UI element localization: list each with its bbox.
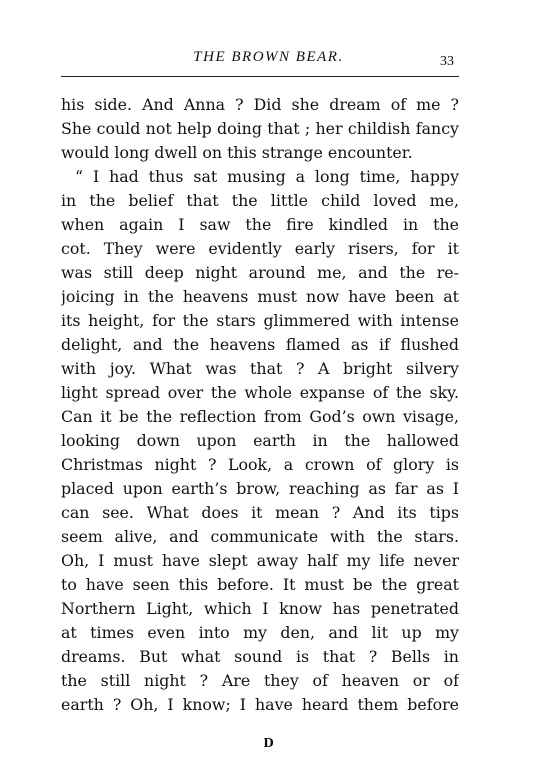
text-line: looking down upon earth in the hallowed — [61, 431, 459, 450]
text-line: with joy. What was that ? A bright silvery — [61, 359, 459, 378]
text-line: seem alive, and communicate with the stars. — [61, 527, 459, 546]
text-line: earth ? Oh, I know; I have heard them before — [61, 695, 459, 714]
text-line: joicing in the heavens must now have been at — [61, 287, 459, 306]
text-line: dreams. But what sound is that ? Bells in — [61, 647, 459, 666]
signature-mark: D — [263, 736, 274, 750]
text-line: Oh, I must have slept away half my life never — [61, 551, 459, 570]
text-line: Christmas night ? Look, a crown of glory is — [61, 455, 459, 474]
header-rule — [61, 76, 459, 77]
text-line: in the belief that the little child loved me, — [61, 191, 459, 210]
text-line: at times even into my den, and lit up my — [61, 623, 459, 642]
text-line: the still night ? Are they of heaven or of — [61, 671, 459, 690]
text-line: placed upon earth’s brow, reaching as far as I — [61, 479, 459, 498]
text-line: “ I had thus sat musing a long time, happy — [75, 167, 459, 186]
text-line: when again I saw the fire kindled in the — [61, 215, 459, 234]
text-line: Can it be the reflection from God’s own visage, — [61, 407, 459, 426]
text-line: She could not help doing that ; her childish fancy — [61, 119, 459, 138]
text-line: can see. What does it mean ? And its tips — [61, 503, 459, 522]
text-line: his side. And Anna ? Did she dream of me ? — [61, 95, 459, 114]
text-line: to have seen this before. It must be the great — [61, 575, 459, 594]
text-line: its height, for the stars glimmered with intense — [61, 311, 459, 330]
text-line: delight, and the heavens flamed as if flushed — [61, 335, 459, 354]
text-line: would long dwell on this strange encounter. — [61, 143, 413, 162]
body-text — [61, 93, 459, 717]
running-title: THE BROWN BEAR. — [193, 49, 344, 65]
text-line: Northern Light, which I know has penetrated — [61, 599, 459, 618]
text-line: was still deep night around me, and the re- — [61, 263, 459, 282]
text-line: light spread over the whole expanse of the sky. — [61, 383, 459, 402]
page-number: 33 — [440, 54, 454, 69]
text-line: cot. They were evidently early risers, for it — [61, 239, 459, 258]
